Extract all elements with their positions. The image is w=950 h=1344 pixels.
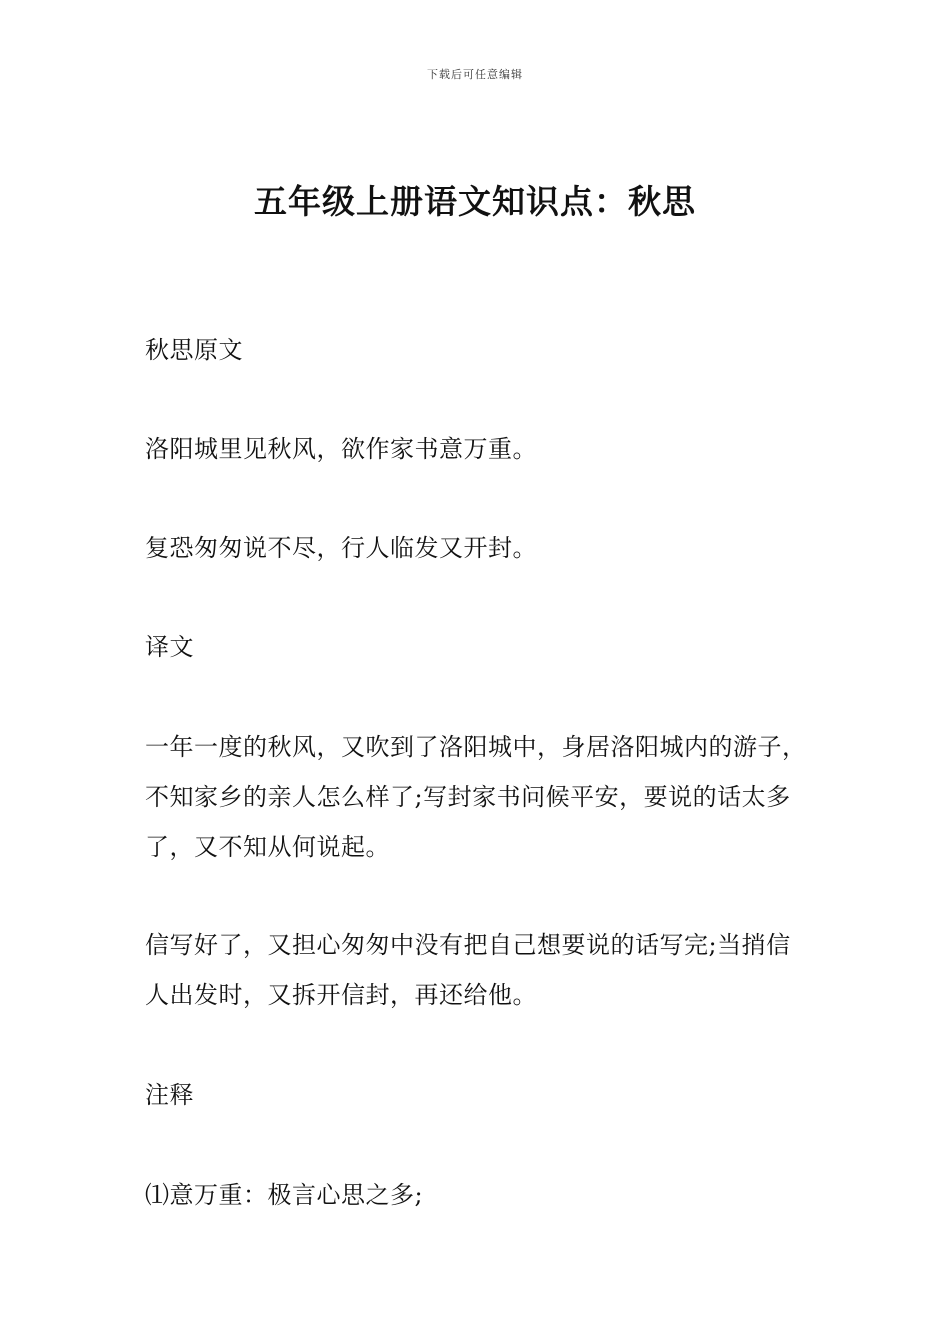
section-heading-original: 秋思原文 xyxy=(145,336,243,364)
poem-line-1: 洛阳城里见秋风，欲作家书意万重。 xyxy=(145,435,537,463)
section-heading-notes: 注释 xyxy=(145,1081,194,1109)
page-title: 五年级上册语文知识点：秋思 xyxy=(254,182,696,221)
translation-paragraph-1: 一年一度的秋风，又吹到了洛阳城中，身居洛阳城内的游子，不知家乡的亲人怎么样了;写封家书问候平安，要说的话太多了，又不知从何说起。 xyxy=(145,733,807,861)
note-item-1: ⑴意万重：极言心思之多; xyxy=(145,1181,424,1209)
section-heading-translation: 译文 xyxy=(145,633,194,661)
header-note: 下载后可任意编辑 xyxy=(427,68,523,81)
poem-line-2: 复恐匆匆说不尽，行人临发又开封。 xyxy=(145,534,537,562)
translation-paragraph-2: 信写好了，又担心匆匆中没有把自己想要说的话写完;当捎信人出发时，又拆开信封，再还给他。 xyxy=(145,931,791,1009)
